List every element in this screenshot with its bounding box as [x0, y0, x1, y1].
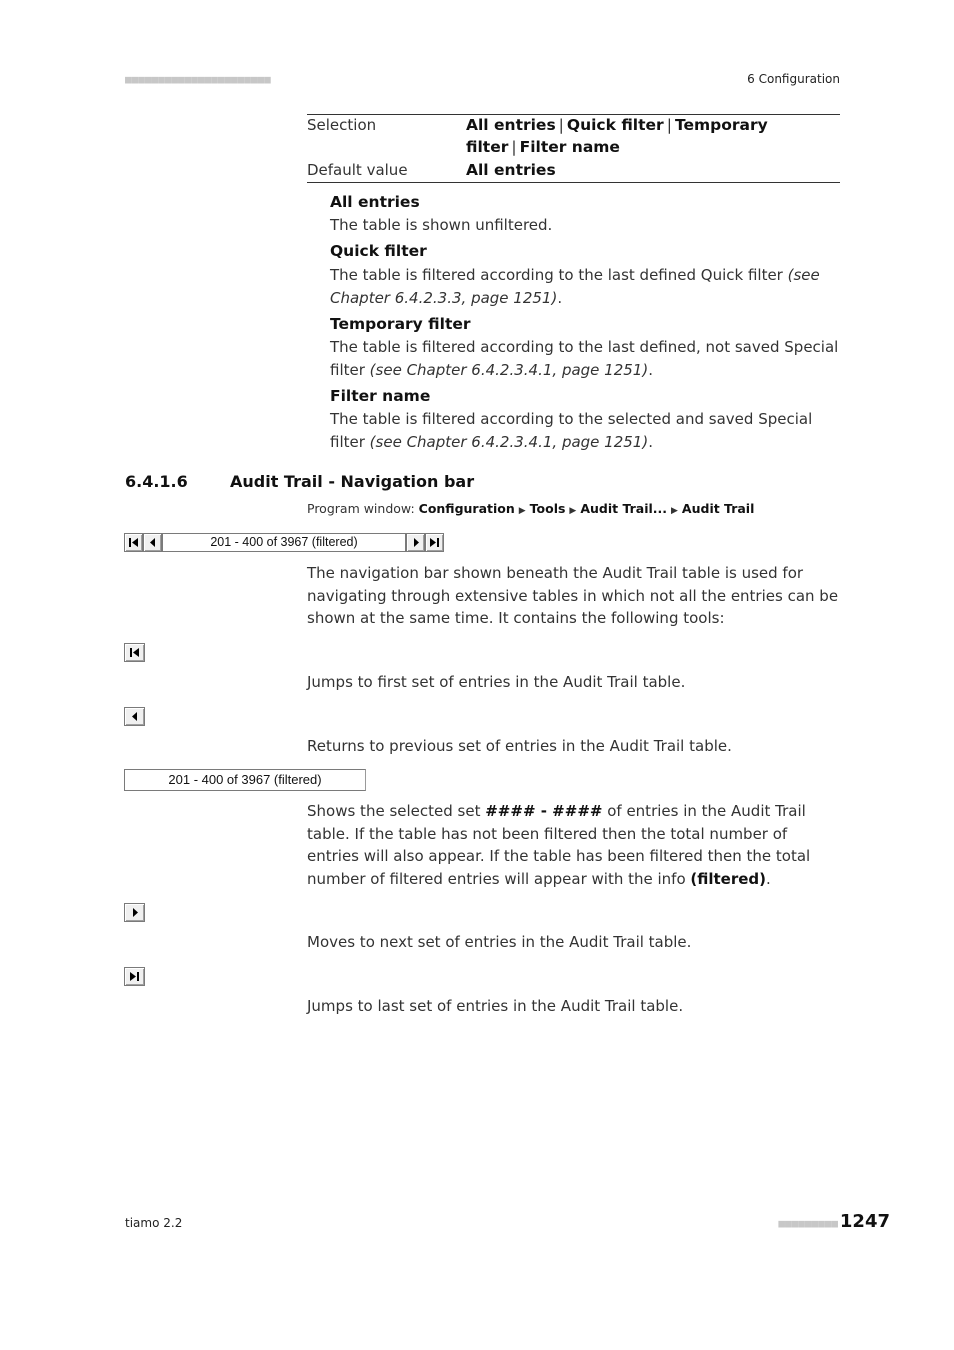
previous-page-description: Returns to previous set of entries in the Audit Trail table.: [307, 737, 732, 755]
path-step: Tools: [529, 501, 566, 516]
first-page-description: Jumps to first set of entries in the Audit Trail table.: [307, 673, 686, 691]
page-range-description: Shows the selected set #### - #### of entries in the Audit Trail table. If the table has not been filtered then the total number of entries will also appear. If the table has been filtered then the total number of filtered entries will appear with the info (filtered).: [307, 802, 811, 888]
selection-label: Selection: [307, 116, 377, 134]
page-range-field: 201 - 400 of 3967 (filtered): [162, 533, 406, 552]
chapter-reference: (see Chapter 6.4.2.3.4.1, page 1251): [369, 360, 649, 379]
navigation-bar: [124, 533, 444, 552]
product-name: tiamo 2.2: [125, 1216, 183, 1230]
previous-page-button[interactable]: [143, 533, 162, 552]
previous-page-icon: [149, 538, 157, 547]
default-value: All entries: [466, 161, 556, 179]
next-page-button[interactable]: [124, 903, 145, 922]
arrow-icon: ▶: [518, 506, 526, 516]
last-page-icon: [429, 538, 440, 547]
separator: |: [666, 116, 672, 134]
footer-decoration: ■■■■■■■■■: [778, 1217, 838, 1230]
next-page-icon: [412, 538, 420, 547]
selection-value: Temporary filter: [466, 116, 768, 156]
last-page-button[interactable]: [124, 967, 145, 986]
selection-value: Quick filter: [566, 116, 664, 134]
table-bottom-rule: [307, 182, 840, 183]
first-page-icon: [129, 648, 140, 657]
definition-text: The table is filtered according to the last defined Quick filter (see Chapter 6.4.2.3.3, page 1251).: [330, 266, 820, 307]
selection-value: All entries: [466, 116, 556, 134]
next-page-icon: [131, 908, 139, 917]
definition-text: The table is filtered according to the selected and saved Special filter (see Chapter 6.4.2.3.4.1, page 1251).: [330, 410, 813, 451]
chapter-title: 6 Configuration: [747, 72, 840, 86]
last-page-icon: [129, 972, 140, 981]
previous-page-icon: [131, 712, 139, 721]
definition-term: Quick filter: [330, 242, 427, 260]
arrow-icon: ▶: [671, 506, 678, 516]
default-value-label: Default value: [307, 161, 408, 179]
definition-term: Temporary filter: [330, 315, 471, 333]
selection-value: Filter name: [519, 138, 620, 156]
definition-text: The table is shown unfiltered.: [330, 216, 553, 234]
first-page-button[interactable]: [124, 643, 145, 662]
first-page-button[interactable]: [124, 533, 143, 552]
page-range-field: 201 - 400 of 3967 (filtered): [124, 769, 366, 791]
next-page-button[interactable]: [406, 533, 425, 552]
intro-paragraph: The navigation bar shown beneath the Audit Trail table is used for navigating through extensive tables in which not all the entries can be shown at the same time. It contains the following tools:: [307, 564, 839, 627]
selection-values: [466, 114, 842, 158]
chapter-reference: (see Chapter 6.4.2.3.3, page 1251): [330, 266, 820, 307]
section-title: Audit Trail - Navigation bar: [230, 472, 475, 491]
previous-page-button[interactable]: [124, 707, 145, 726]
definition-term: All entries: [330, 193, 420, 211]
separator: |: [511, 138, 517, 156]
path-step: Audit Trail...: [580, 501, 668, 516]
page-number: 1247: [839, 1211, 890, 1232]
next-page-description: Moves to next set of entries in the Audit Trail table.: [307, 933, 692, 951]
path-step: Audit Trail: [681, 501, 755, 516]
path-step: Configuration: [418, 501, 515, 516]
last-page-description: Jumps to last set of entries in the Audit Trail table.: [307, 997, 684, 1015]
program-path: Program window: Configuration ▶ Tools ▶ Audit Trail... ▶ Audit Trail: [307, 501, 755, 516]
chapter-reference: (see Chapter 6.4.2.3.4.1, page 1251): [369, 432, 649, 451]
separator: |: [558, 116, 564, 134]
arrow-icon: ▶: [569, 506, 577, 516]
header-decoration: ■■■■■■■■■■■■■■■■■■■■■■: [125, 73, 271, 86]
last-page-button[interactable]: [425, 533, 444, 552]
definition-term: Filter name: [330, 387, 431, 405]
definition-text: The table is filtered according to the last defined, not saved Special filter (see Chapter 6.4.2.3.4.1, page 1251).: [330, 338, 839, 379]
first-page-icon: [128, 538, 139, 547]
section-number: 6.4.1.6: [125, 472, 188, 491]
